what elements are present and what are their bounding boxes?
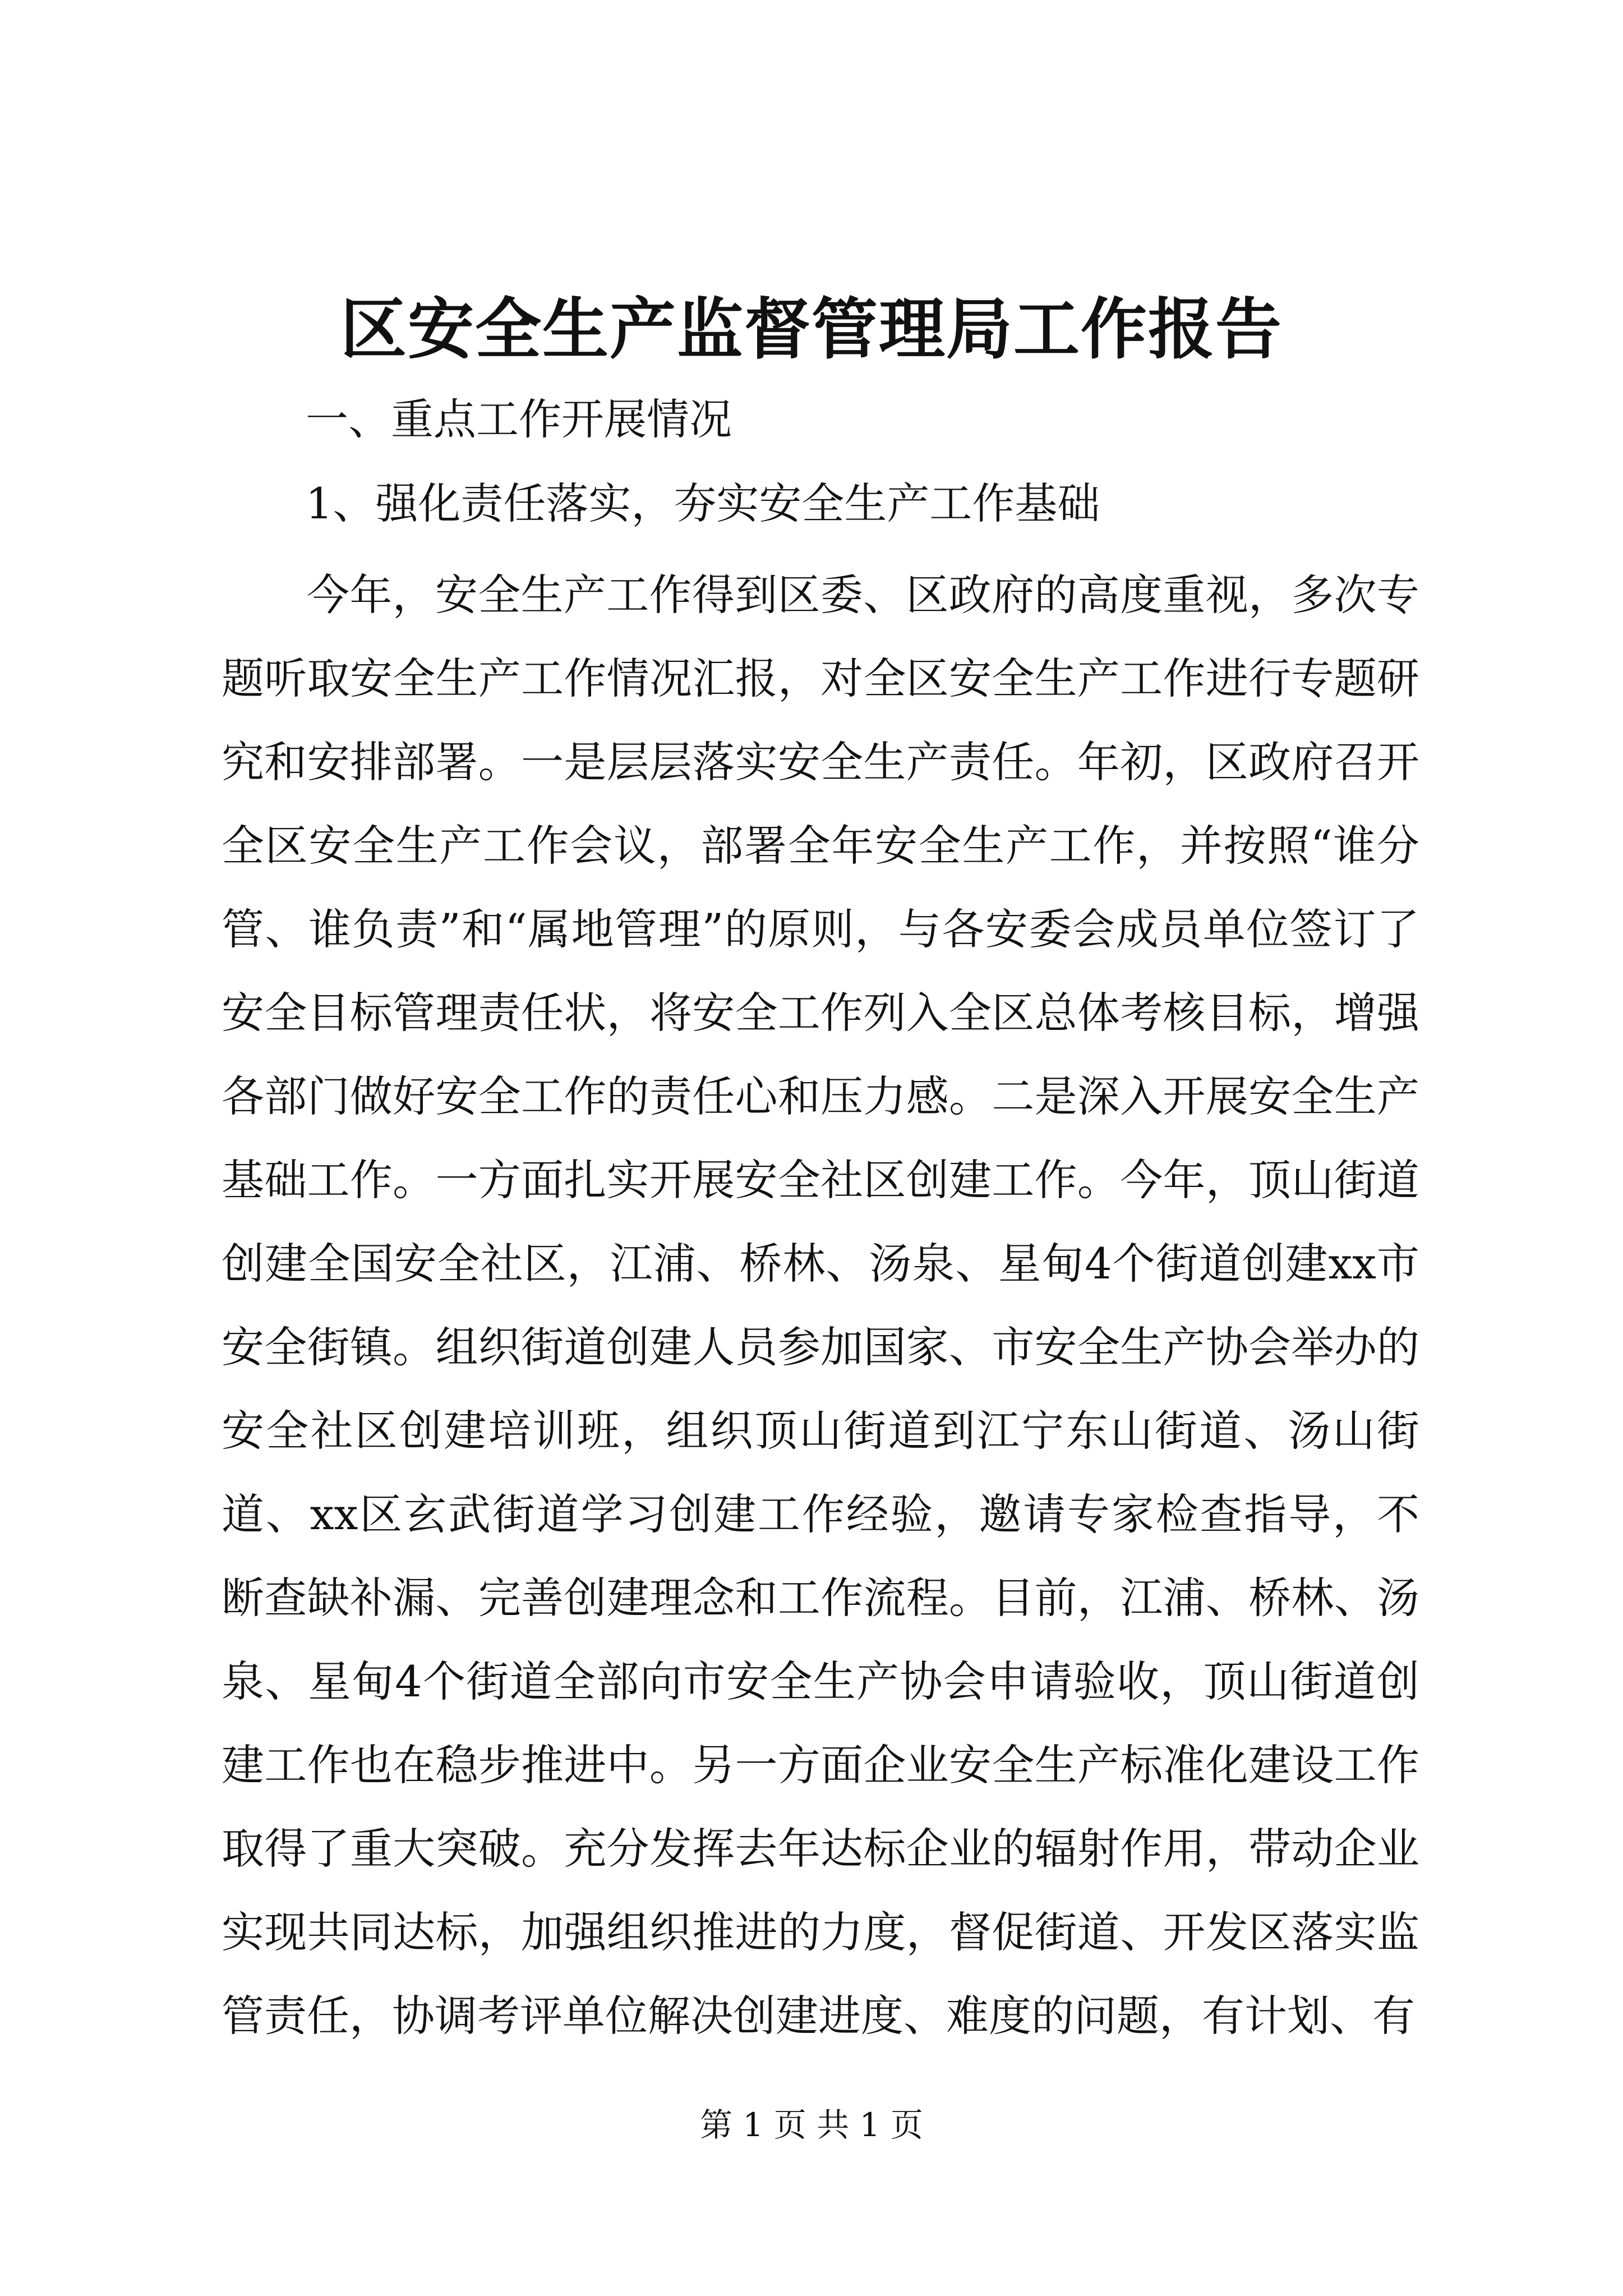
page-footer: 第 1 页 共 1 页 — [700, 2106, 923, 2144]
document-title: 区安全生产监督管理局工作报告 — [340, 290, 1283, 368]
sub-heading: 1、强化责任落实，夯实安全生产工作基础 — [306, 478, 1100, 528]
body-paragraph: 今年，安全生产工作得到区委、区政府的高度重视，多次专题听取安全生产工作情况汇报，对全区安全生产工作进行专题研究和安排部署。一是层层落实安全生产责任。年初，区政府召开全区安全生产工作会议，部署全年安全生产工作，并按照“谁分管、谁负责”和“属地管理”的原则，与各安委会成员单位签订了安全目标管理责任状，将安全工作列入全区总体考核目标，增强各部门做好安全工作的责任心和压力感。二是深入开展安全生产基础工作。一方面扎实开展安全社区创建工作。今年，顶山街道创建全国安全社区，江浦、桥林、汤泉、星甸4个街道创建xx市安全街镇。组织街道创建人员参加国家、市安全生产协会举办的安全社区创建培训班，组织顶山街道到江宁东山街道、汤山街道、xx区玄武街道学习创建工作经验，邀请专家检查指导，不断查缺补漏、完善创建理念和工作流程。目前，江浦、桥林、汤泉、星甸4个街道全部向市安全生产协会申请验收，顶山街道创建工作也在稳步推进中。另一方面企业安全生产标准化建设工作取得了重大突破。充分发挥去年达标企业的辐射作用，带动企业实现共同达标，加强组织推进的力度，督促街道、开发区落实监管责任，协调考评单位解决创建进度、难度的问题，有计划、有 — [222, 570, 1419, 2041]
section-heading: 一、重点工作开展情况 — [306, 394, 732, 444]
